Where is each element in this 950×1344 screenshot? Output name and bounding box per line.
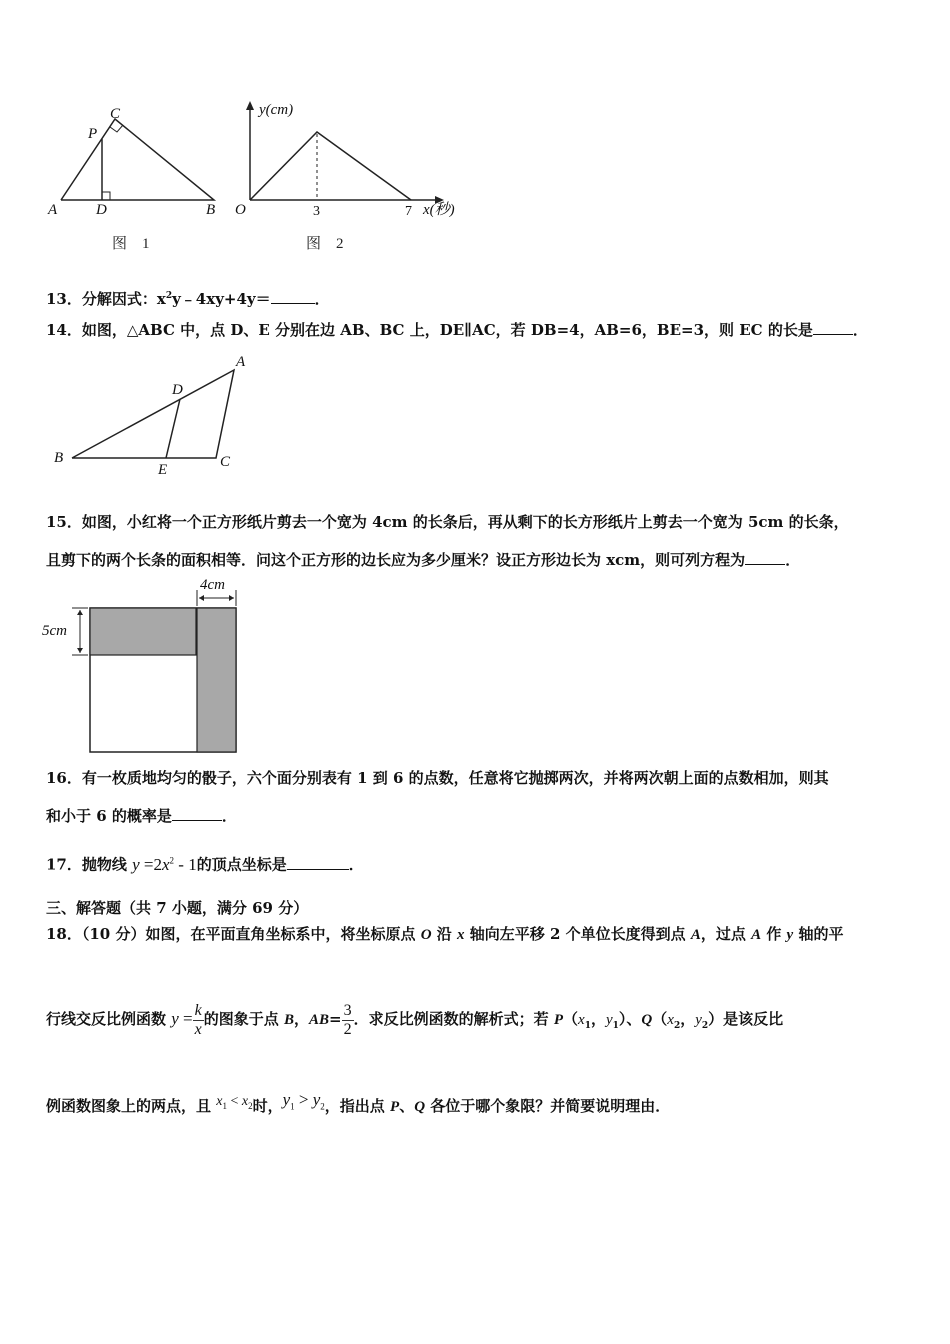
subscript: 2 [701,1021,709,1031]
question-18-line-2 [46,996,783,1042]
text: 作 [761,925,787,943]
formula-part-const: - 1 [174,854,197,874]
var-x: x [241,1094,249,1109]
text: 沿 [431,925,457,943]
question-text-cont: 且剪下的两个长条的面积相等．问这个正方形的边长应为多少厘米？设正方形边长为 xcm，则可列方程为 [46,551,746,569]
question-16-line-2 [46,806,237,826]
figure-2-caption: 图 2 [306,236,344,252]
label-5cm: 5cm [42,623,67,639]
question-15-line-1 [46,512,849,532]
question-text: 如图，小红将一个正方形纸片剪去一个宽为 4cm 的长条后，再从剩下的长方形纸片上剪去一个宽为 5cm 的长条， [81,513,849,531]
question-number: 14． [46,321,82,339]
label-A: A [236,354,246,370]
text: 例函数图象上的两点，且 [46,1097,217,1115]
question-number: 13． [46,290,82,308]
var-B: B [283,1012,294,1028]
fraction-k-over-x [193,1002,204,1039]
var-y: y [282,1090,291,1109]
subscript: 2 [248,1100,253,1111]
denominator: x [194,1020,202,1038]
text: 各位于哪个象限？并简要说明理由． [425,1097,671,1115]
formula-part-eq: =2 [139,854,162,874]
subscript: 1 [290,1101,295,1112]
exponent: 2 [169,855,175,865]
question-17 [46,850,364,875]
var-AB: AB [309,1012,330,1028]
question-text: 抛物线 [81,855,133,874]
numerator: 3 [343,1001,352,1019]
section-heading: 三、解答题（共 7 小题，满分 69 分） [46,899,309,917]
formula [132,855,197,874]
numerator: k [194,1001,202,1019]
text: 轴的平 [793,925,844,943]
text: ）、 [618,1010,642,1028]
question-18-line-1 [46,924,843,945]
label-A: A [48,202,58,218]
question-end: ． [221,807,237,825]
question-text: 如图，△ABC 中，点 D、E 分别在边 AB、BC 上，DE∥AC，若 DB=4，AB=6，BE=3，则 EC 的长是 [81,321,813,339]
text: （ [652,1010,668,1028]
var-x: x [216,1094,223,1109]
var-y2: y [695,1012,702,1028]
text: （ [563,1010,579,1028]
inequality-x [216,1094,252,1109]
question-end: ． [785,551,801,569]
subscript: 1 [612,1021,619,1031]
question-13 [46,286,330,309]
var-P: P [390,1099,400,1115]
text: ，指出点 [324,1097,391,1115]
text: ， [590,1010,606,1028]
var-y: y [786,927,794,943]
text: ．求反比例函数的解析式；若 [353,1010,554,1028]
var-y: y [171,1009,179,1028]
label-C: C [110,106,121,122]
var-Q: Q [641,1012,653,1028]
var-Q: Q [414,1099,426,1115]
label-B: B [54,450,64,466]
label-C: C [220,454,231,470]
question-end: ． [852,321,868,339]
text: 的图象于点 [203,1010,284,1028]
tick-3: 3 [313,204,320,219]
tick-7: 7 [405,204,412,219]
operator: < [226,1094,242,1109]
answer-blank[interactable] [172,806,222,821]
var-x2: x [667,1012,674,1028]
subscript: 2 [673,1021,681,1031]
formula-part-x: x [162,854,170,874]
question-number: 18． [46,925,82,943]
text: 时， [252,1097,283,1115]
var-A: A [751,927,762,943]
text: ， [680,1010,696,1028]
denominator: 2 [343,1020,352,1038]
text: ）是该反比 [708,1010,784,1028]
question-text-cont: y﹣4xy+4y＝ [172,290,271,308]
x-axis-label: x(秒) [423,202,455,218]
question-18-line-3 [46,1090,671,1122]
question-text-cont: 的顶点坐标是 [196,855,287,874]
subscript: 2 [320,1101,325,1112]
question-text: 分解因式：x [81,290,166,308]
figure-q14-triangle [48,352,258,478]
label-4cm: 4cm [200,578,225,593]
label-D: D [172,382,183,398]
question-number: 16． [46,769,82,787]
text: = [329,1010,342,1028]
question-15-line-2 [46,550,800,570]
text: 轴向左平移 2 个单位长度得到点 [464,925,691,943]
top-figures [40,96,470,256]
answer-blank[interactable] [745,550,785,565]
label-P: P [88,126,98,142]
subscript: 1 [584,1021,591,1031]
origin-label: O [235,202,246,218]
text: （10 分）如图，在平面直角坐标系中，将坐标原点 [81,925,421,943]
figure-q15-square [42,578,252,756]
var-A: A [690,927,701,943]
subscript: 1 [222,1100,227,1111]
question-text-cont: 和小于 6 的概率是 [46,807,172,825]
var-x1: x [578,1012,585,1028]
figure-1-caption: 图 1 [112,236,150,252]
var-P: P [553,1012,563,1028]
text: ， [293,1010,309,1028]
text: ，过点 [700,925,752,943]
answer-blank[interactable] [271,289,315,304]
exponent: 2 [165,291,173,301]
question-end: ． [348,855,364,874]
question-16-line-1 [46,768,829,788]
y-axis-label: y(cm) [259,102,294,118]
text: 、 [399,1097,415,1115]
label-E: E [158,462,168,478]
var-y: y [312,1090,321,1109]
var-O: O [420,927,432,943]
equals: = [178,1009,193,1028]
question-text: 有一枚质地均匀的骰子，六个面分别表有 1 到 6 的点数，任意将它抛掷两次，并将两次朝上面的点数相加，则其 [81,769,829,787]
question-14 [46,320,868,340]
answer-blank[interactable] [813,320,853,335]
label-B: B [206,202,216,218]
inequality-y [282,1090,325,1112]
label-D: D [96,202,107,218]
question-number: 17． [46,855,82,874]
question-end: ． [314,290,330,308]
fraction-3-over-2 [342,1002,354,1039]
text: 行线交反比例函数 [46,1010,172,1028]
formula-part-y: y [132,854,140,874]
var-x: x [457,927,465,943]
operator: > [294,1090,313,1109]
var-y1: y [605,1012,613,1028]
question-number: 15． [46,513,82,531]
answer-blank[interactable] [287,855,349,870]
